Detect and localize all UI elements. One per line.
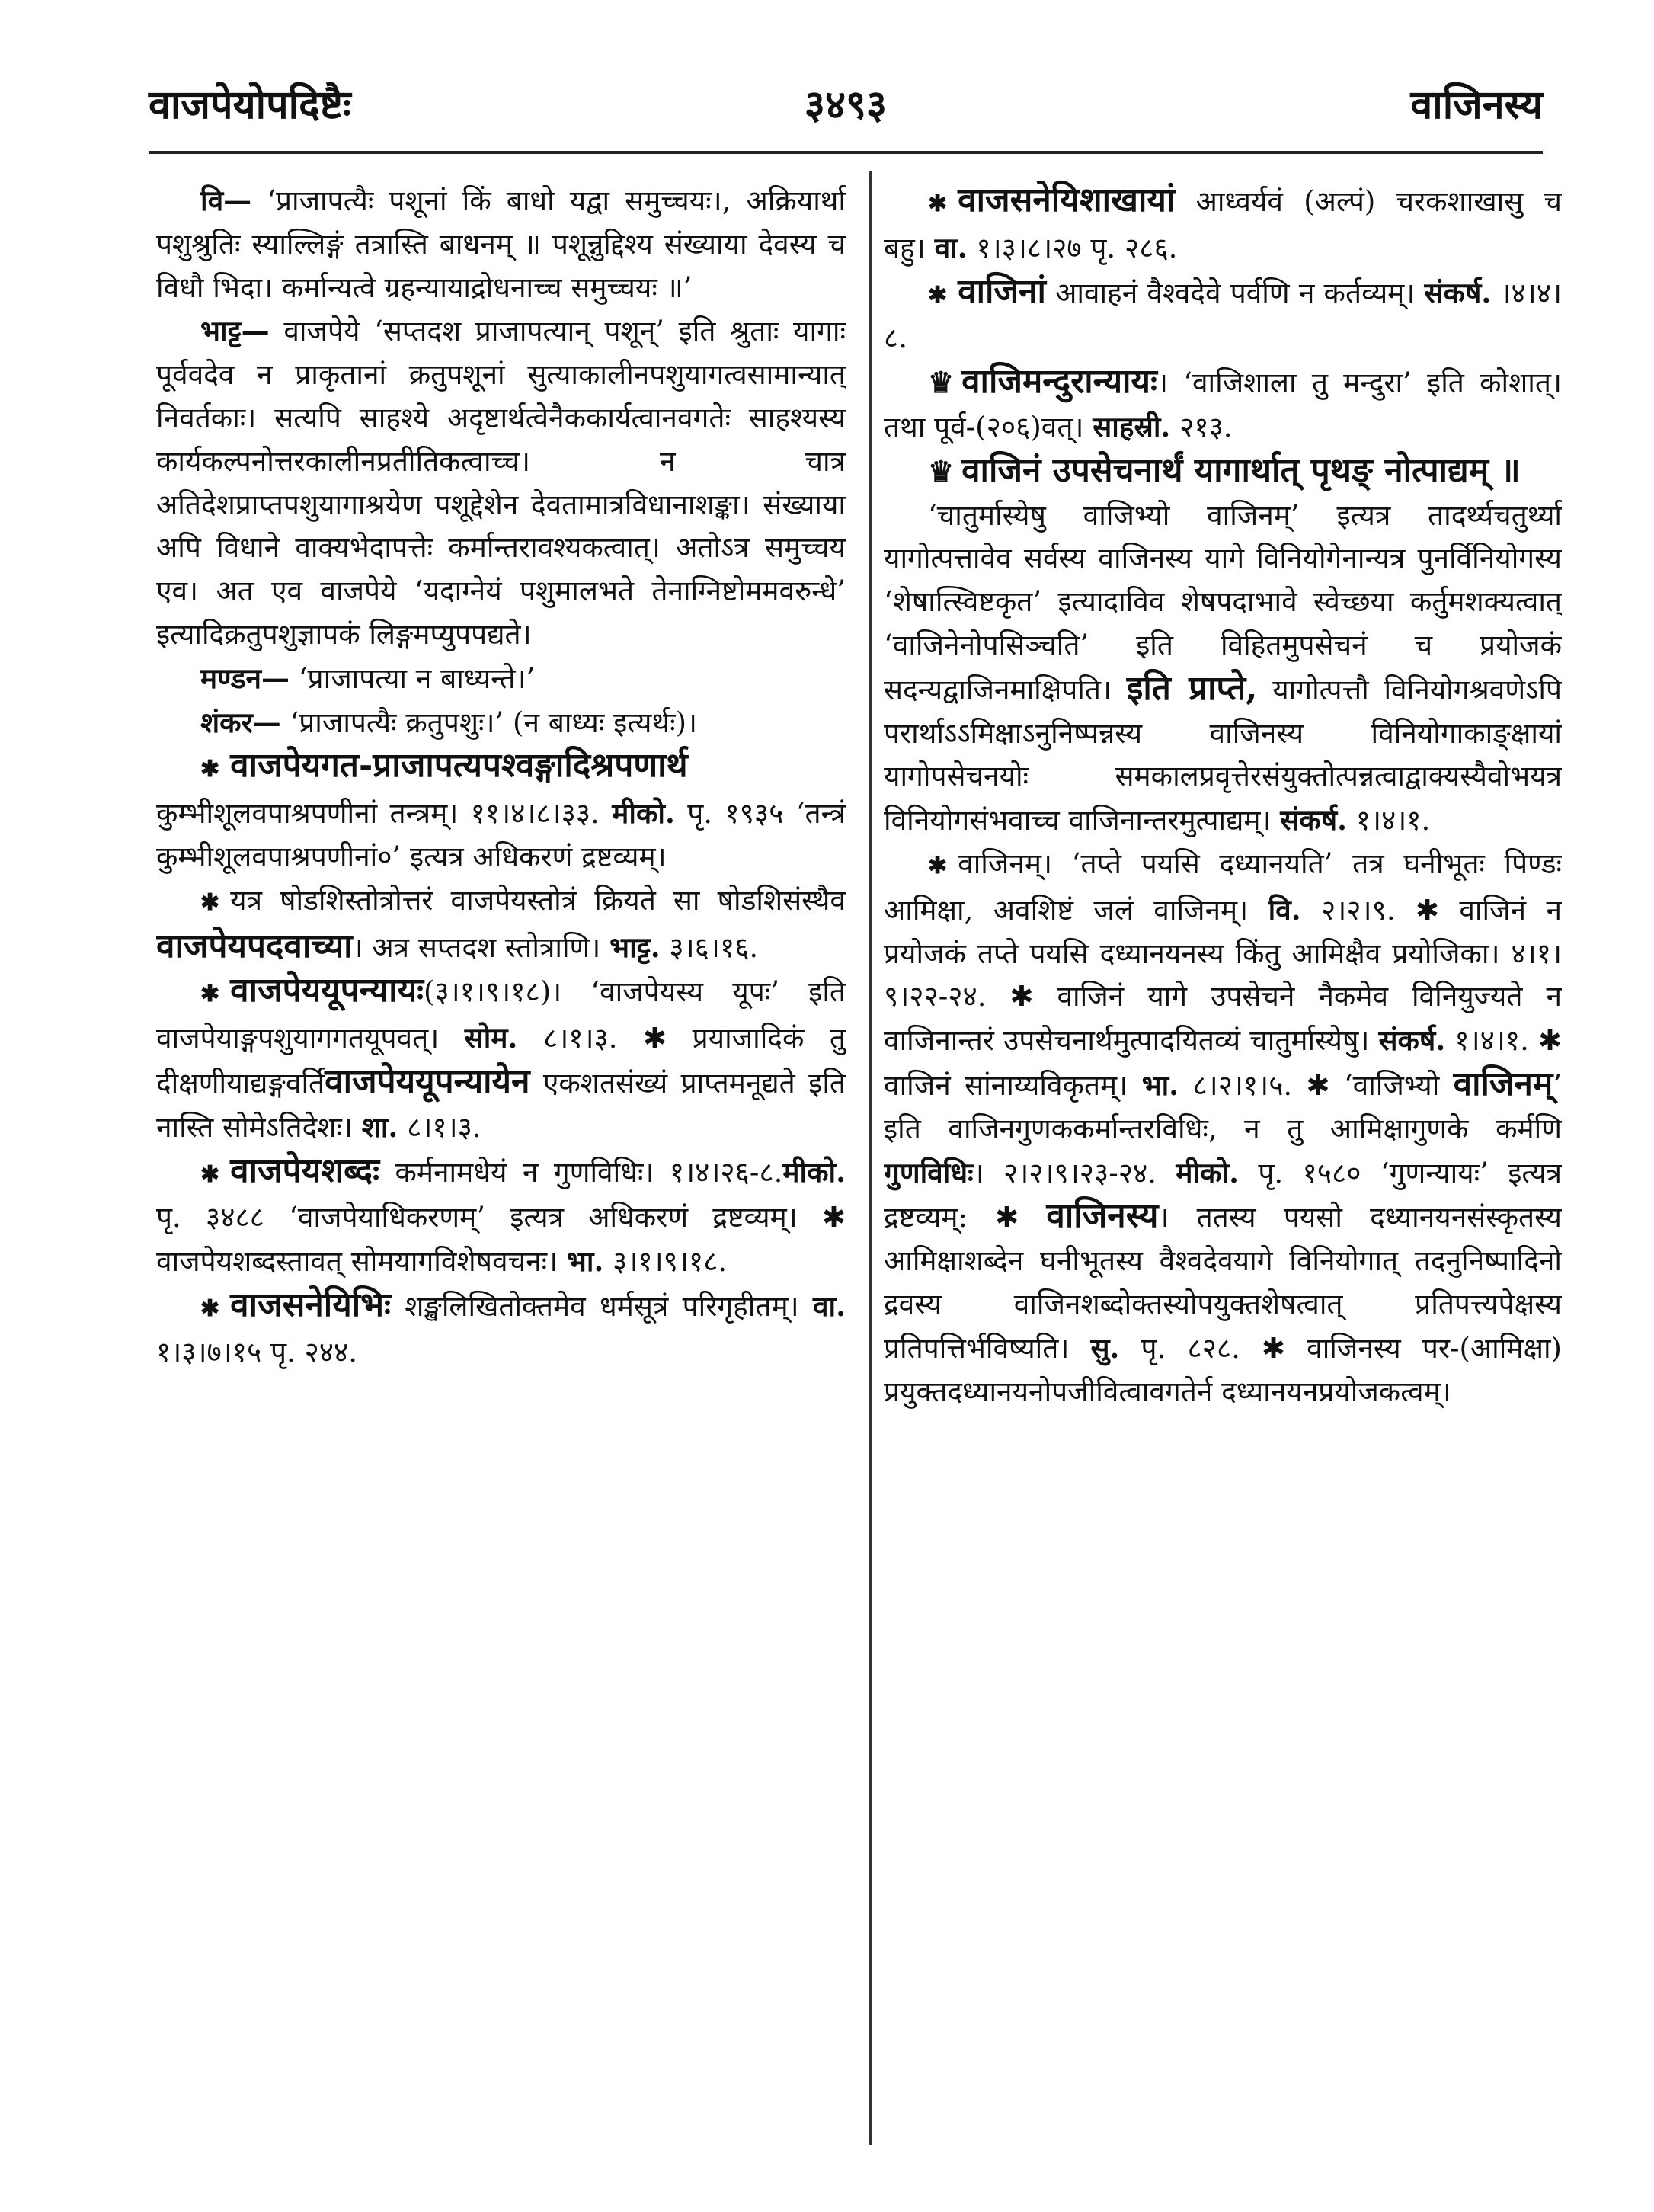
reference-source: वा. <box>934 230 968 264</box>
entry-label: शंकर— <box>200 705 281 739</box>
asterisk-icon: ✱ <box>200 1160 220 1188</box>
entry-text: ‘प्राजापत्यैः पशूनां किं बाधो यद्वा समुच्चयः।, अक्रियार्था पशुश्रुतिः स्याल्लिङ्गं तत्रास्ति बाधनम् ॥ पशून्नुद्दिश्य संख्याया देवस्य च विधौ भिदा। कर्मान्यत्वे ग्रहन्यायाद्रोधनाच्च समुच्चयः ॥’ <box>156 184 846 304</box>
entry-shodashi <box>156 879 846 970</box>
entry-text: पृ. ३४८८ ‘वाजपेयाधिकरणम्’ इत्यत्र अधिकरणं द्रष्टव्यम्। ✱ वाजपेयशब्दस्तावत् सोमयागविशेषवचनः। <box>156 1201 846 1279</box>
entry-text: वाजपेये ‘सप्तदश प्राजापत्यान् पशून्’ इति श्रुताः यागाः पूर्ववदेव न प्राकृतानां क्रतुपशूनां सुत्याकालीनपशुयागत्वसामान्यात् निवर्तकाः। सत्यपि साहश्ये अदृष्टार्थत्वेनैककार्यत्वानवगतेः साहश्यस्य कार्यकल्पनोत्तरकालीनप्रतीतिकत्वाच्च। न चात्र अतिदेशप्राप्तपशुयागाश्रयेण पशूद्देशेन देवतामात्रविधानाशङ्का। संख्याया अपि विधाने वाक्यभेदापत्तेः कर्मान्तरावश्यकत्वात्। अतोऽत्र समुच्चय एव। अत एव वाजपेये ‘यदाग्नेयं पशुमालभते तेनाग्निष्टोममवरुन्धे’ इत्यादिक्रतुपशुज्ञापकं लिङ्गमप्युपपद्यते। <box>156 315 846 651</box>
reference-source: सोम. <box>464 1021 518 1055</box>
entry-bold-term: वाजपेययूपन्यायेन <box>325 1061 530 1101</box>
entry-title: वाजिनां <box>958 271 1046 311</box>
entry-label: मण्डन— <box>200 661 290 695</box>
reference-source: मीको. <box>612 796 675 831</box>
reference-source: साहस्री. <box>1093 409 1171 443</box>
crown-icon: ♛ <box>928 365 955 400</box>
reference-source: संकर्ष. <box>1424 275 1492 309</box>
asterisk-icon: ✱ <box>928 281 948 309</box>
entry-text: शङ्खलिखितोक्तमेव धर्मसूत्रं परिगृहीतम्। <box>405 1289 799 1323</box>
entry-text: ३।६।१६. <box>669 930 759 964</box>
entry-shankara <box>156 701 846 745</box>
entry-text: आध्वर्यवं (अल्पं) चरकशाखासु च बहु। <box>884 185 1562 264</box>
entry-bold-term: वाजपेयपदवाच्या <box>156 926 353 965</box>
entry-text: । ‘वाजिशाला तु मन्दुरा’ इति कोशात्। तथा पूर्व-(२०६)वत्। <box>884 367 1562 443</box>
header-right-word: वाजिनस्य <box>1410 82 1543 128</box>
entry-title: वाजपेयशब्दः <box>230 1151 379 1190</box>
entry-text: ।४।४।८. <box>884 276 1562 355</box>
section-heading: वाजिनं उपसेचनार्थं यागार्थात् पृथङ् नोत्पाद्यम् ॥ <box>961 450 1521 490</box>
entry-text: । अत्र सप्तदश स्तोत्राणि। <box>352 930 601 964</box>
entry-text: २।२।९. ✱ वाजिनं न प्रयोजकं तप्ते पयसि दध्यानयनस्य किंतु आमिक्षैव प्रयोजिका। ४।१।९।२२-२४. ✱ वाजिनं यागे उपसेचने नैकमेव विनियुज्यते न वाजिनान्तरं उपसेचनार्थमुत्पादयितव्यं चातुर्मास्येषु। <box>884 893 1562 1058</box>
entry-vajasaneyibhih <box>156 1284 846 1375</box>
entry-text: एकशतसंख्यं प्राप्तमनूद्यते इति नास्ति सोमेऽतिदेशः। <box>156 1066 846 1144</box>
asterisk-icon: ✱ <box>200 981 220 1008</box>
entry-text: ’ इति वाजिनगुणककर्मान्तरविधिः, न तु आमिक्षागुणके कर्मणि <box>884 1068 1562 1145</box>
entry-text: ‘चातुर्मास्येषु वाजिभ्यो वाजिनम्’ इत्यत्र तादर्थ्यचतुर्थ्या यागोत्पत्तावेव सर्वस्य वाजिनस्य यागे विनियोगेनान्यत्र पुनर्विनियोगस्य ‘शेषात्स्विष्टकृत’ इत्यादाविव शेषपदाभावे स्वेच्छया कर्तुमशक्यत्वात् ‘वाजिनेनोपसिञ्चति’ इति विहितमुपसेचनं च प्रयोजकं सदन्यद्वाजिनमाक्षिपति। <box>884 498 1562 706</box>
entry-title: वाजपेयगत-प्राजापत्यपश्वङ्गादिश्रपणार्थ <box>230 746 688 786</box>
entry-text: पृ. १९३५ ‘तन्त्रं कुम्भीशूलवपाश्रपणीनां०’ इत्यत्र अधिकरणं द्रष्टव्यम्। <box>156 797 846 873</box>
entry-adhikarana-heading <box>884 450 1562 495</box>
entry-text: ‘प्राजापत्यैः क्रतुपशुः।’ (न बाध्यः इत्यर्थः)। <box>290 706 698 739</box>
crown-icon: ♛ <box>928 453 955 488</box>
entry-chaturmasya <box>884 495 1562 843</box>
reference-source: संकर्ष. <box>1378 1023 1446 1058</box>
entry-text: यागोत्पत्तौ विनियोगश्रवणेऽपि परार्थाऽऽमिक्षाऽनुनिष्पन्नस्य वाजिनस्य विनियोगाकाङ्क्षायां यागोपसेचनयोः समकालप्रवृत्तेरसंयुक्तोत्पन्नत्वाद्वाक्यस्यैवोभयत्र विनियोगसंभवाच्च वाजिनान्तरमुत्पाद्यम्। <box>884 673 1562 837</box>
entry-title: वाजसनेयिभिः <box>230 1285 391 1324</box>
entry-text: ३।१।९।१८. <box>613 1245 728 1279</box>
entry-vajapeyayupa <box>156 969 846 1149</box>
reference-source: संकर्ष. <box>1280 803 1347 837</box>
entry-text: १।३।७।१५ पृ. २४४. <box>156 1335 358 1368</box>
header-rule <box>149 151 1543 154</box>
entry-bhatta <box>156 309 846 656</box>
entry-text: आवाहनं वैश्वदेवे पर्वणि न कर्तव्यम्। <box>1055 276 1416 309</box>
page-header <box>149 76 1543 149</box>
asterisk-icon: ✱ <box>928 852 948 879</box>
page-number: ३४९३ <box>804 82 888 128</box>
reference-source: मीको. <box>1176 1155 1239 1189</box>
entry-title: वाजिमन्दुरान्यायः <box>961 362 1157 402</box>
header-left-word: वाजपेयोपदिष्टैः <box>149 82 351 128</box>
asterisk-icon: ✱ <box>200 888 220 916</box>
entry-text: ८।२।१।५. ✱ ‘वाजिभ्यो <box>1192 1068 1440 1102</box>
entry-vajapeyashabda <box>156 1150 846 1284</box>
entry-text: १।३।८।२७ पृ. २८६. <box>976 231 1178 264</box>
entry-bold-term: वाजिनम् <box>1453 1064 1553 1103</box>
entry-vajinam <box>884 270 1562 361</box>
reference-source: शा. <box>361 1109 398 1144</box>
reference-source: वि. <box>1268 892 1301 927</box>
column-divider <box>869 171 872 2145</box>
entry-text: यत्र षोडशिस्तोत्रोत्तरं वाजपेयस्तोत्रं क्रियते सा षोडशिसंस्थैव <box>230 883 846 917</box>
entry-text: (३।१।९।१८)। ‘वाजपेयस्य यूपः’ इति वाजपेयाङ्गपशुयागगतयूपवत्। <box>156 975 846 1055</box>
entry-text: कुम्भीशूलवपाश्रपणीनां तन्त्रम्। ११।४।८।३३. <box>156 797 600 831</box>
entry-vajapeyagata <box>156 744 846 879</box>
reference-source: सु. <box>1090 1330 1120 1365</box>
reference-source: मीको. <box>782 1154 846 1189</box>
entry-label: भाट्ट— <box>200 314 270 348</box>
entry-label: वि— <box>200 184 252 217</box>
entry-text: ‘प्राजापत्या न बाध्यन्ते।’ <box>298 661 536 695</box>
entry-bold-term: इति प्राप्ते, <box>1126 668 1258 708</box>
entry-text: पृ. १५८० ‘गुणन्यायः’ इत्यत्र द्रष्टव्यम्: ✱ <box>884 1156 1562 1234</box>
left-column <box>156 179 846 2145</box>
asterisk-icon: ✱ <box>928 190 948 217</box>
reference-source: भाट्ट. <box>609 930 661 964</box>
entry-text: २१३. <box>1179 410 1233 443</box>
entry-mandana <box>156 657 846 701</box>
right-column <box>884 179 1562 2145</box>
entry-text: ८।१।३. ✱ प्रयाजादिकं तु दीक्षणीयाद्यङ्गवर्ति <box>156 1022 846 1100</box>
entry-vajimandura <box>884 360 1562 450</box>
entry-text: पृ. ८२८. ✱ वाजिनस्य पर-(आमिक्षा) प्रयुक्तदध्यानयनोपजीवित्वावगतेर्न दध्यानयनप्रयोजकत्वम्। <box>884 1331 1562 1408</box>
entry-vajinam-definition <box>884 843 1562 1413</box>
entry-title: वाजसनेयिशाखायां <box>958 181 1176 219</box>
entry-title: वाजपेययूपन्यायः <box>230 971 424 1010</box>
entry-text: ८।१।३. <box>407 1110 481 1144</box>
entry-vi <box>156 179 846 309</box>
reference-source: भा. <box>566 1244 604 1279</box>
reference-source: वा. <box>812 1288 846 1323</box>
entry-text: वाजिनम्। ‘तप्ते पयसि दध्यानयति’ तत्र घनीभूतः पिण्डः आमिक्षा, अवशिष्टं जलं वाजिनम्। <box>884 847 1562 927</box>
entry-text: १।४।१. <box>1355 804 1431 837</box>
asterisk-icon: ✱ <box>200 1295 220 1322</box>
entry-text: । ततस्य पयसो दध्यानयनसंस्कृतस्य आमिक्षाशब्देन घनीभूतस्य वैश्वदेवयागे विनियोगात् तदनुनिष्पादिनो द्रवस्य वाजिनशब्दोक्तस्योपयुक्तशेषत्वात् प्रतिपत्त्यपेक्षस्य प्रतिपत्तिर्भविष्यति। <box>884 1201 1562 1365</box>
entry-text: । २।२।९।२३-२४. <box>973 1156 1157 1189</box>
entry-bold-term: वाजिनस्य <box>1046 1196 1159 1236</box>
asterisk-icon: ✱ <box>200 756 220 783</box>
entry-text: कर्मनामधेयं न गुणविधिः। १।४।२६-८. <box>395 1155 783 1189</box>
entry-vajasaneyishakha <box>884 179 1562 270</box>
reference-source: भा. <box>1141 1068 1179 1102</box>
entry-bold-term: गुणविधिः <box>884 1155 974 1189</box>
entry-text: १।४।१. ✱ वाजिनं सांनाय्यविकृतम्। <box>884 1024 1562 1102</box>
